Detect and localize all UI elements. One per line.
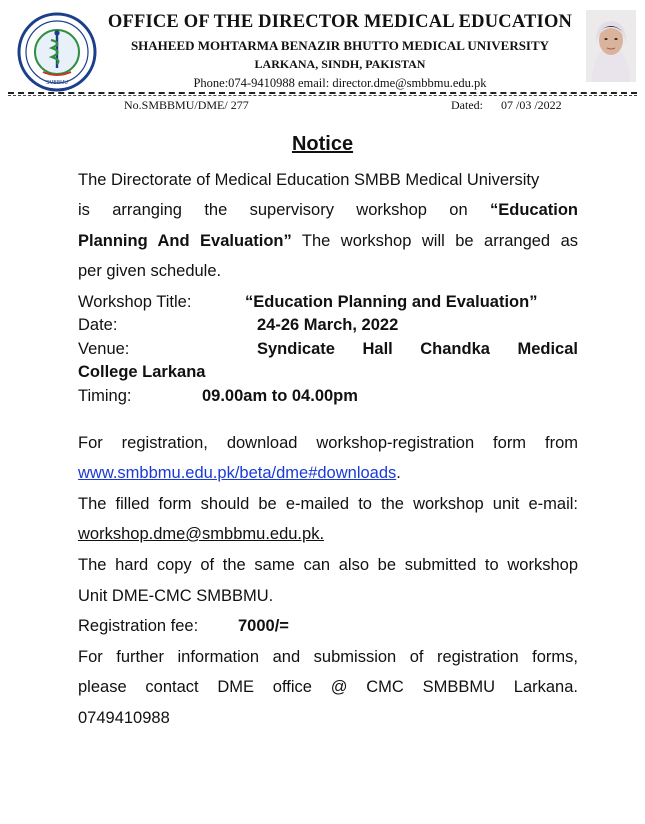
workshop-name-part-2: Planning And Evaluation” (78, 232, 292, 250)
date-detail-label: Date: (78, 316, 118, 334)
notice-title: Notice (291, 133, 354, 155)
office-title: OFFICE OF THE DIRECTOR MEDICAL EDUCATION (107, 12, 573, 32)
registration-fee-value: 7000/= (238, 617, 289, 635)
workshop-email-line (78, 525, 578, 544)
registration-line-4: Unit DME-CMC SMBBMU. (78, 587, 274, 605)
detail-venue (78, 340, 578, 359)
detail-date (78, 316, 578, 335)
registration-line-6: please contact DME office @ CMC SMBBMU Larkana. (78, 678, 578, 696)
download-link-suffix: . (396, 464, 401, 482)
svg-text:SMBBMU: SMBBMU (46, 80, 68, 86)
download-link[interactable]: www.smbbmu.edu.pk/beta/dme#downloads (78, 464, 397, 482)
header-divider-secondary (8, 95, 637, 96)
workshop-email-link[interactable]: workshop.dme@smbbmu.edu.pk. (78, 525, 325, 543)
timing-value: 09.00am to 04.00pm (202, 387, 358, 405)
download-link-line (78, 464, 578, 483)
notice-date (451, 98, 562, 113)
intro-line-2-text: is arranging the supervisory workshop on (78, 201, 468, 219)
detail-timing (78, 387, 578, 406)
contact-phone: 0749410988 (78, 709, 170, 727)
university-seal-logo (17, 12, 97, 92)
registration-line-2: The filled form should be e-mailed to the workshop unit e-mail: (78, 495, 578, 513)
intro-line-4: per given schedule. (78, 262, 222, 280)
timing-label: Timing: (78, 387, 132, 405)
date-value: 07 /03 /2022 (501, 98, 562, 112)
venue-value-line-1: Syndicate Hall Chandka Medical (257, 340, 578, 358)
venue-value-line-2: College Larkana (78, 363, 206, 381)
registration-line-3: The hard copy of the same can also be submitted to workshop (78, 556, 578, 574)
date-detail-value: 24-26 March, 2022 (257, 316, 399, 334)
intro-line-2 (78, 201, 578, 220)
portrait-photo (586, 10, 636, 82)
workshop-name-part-1: “Education (489, 201, 578, 219)
intro-line-3-text: The workshop will be arranged as (301, 232, 578, 250)
intro-line-1: The Directorate of Medical Education SMBB Medical University (78, 171, 540, 189)
contact-line: Phone:074-9410988 email: director.dme@smbbmu.edu.pk (193, 76, 487, 90)
date-label: Dated: (451, 98, 483, 112)
registration-line-1: For registration, download workshop-registration form from (78, 434, 578, 452)
workshop-title-label: Workshop Title: (78, 293, 192, 311)
registration-line-5: For further information and submission of registration forms, (78, 648, 578, 666)
university-name: SHAHEED MOHTARMA BENAZIR BHUTTO MEDICAL UNIVERSITY (130, 38, 550, 53)
venue-label: Venue: (78, 340, 130, 358)
registration-fee-label: Registration fee: (78, 617, 199, 635)
registration-fee-line (78, 617, 578, 636)
reference-number: No.SMBBMU/DME/ 277 (124, 98, 249, 112)
detail-workshop-title (78, 293, 578, 312)
university-location: LARKANA, SINDH, PAKISTAN (254, 57, 426, 71)
intro-line-3 (78, 232, 578, 251)
workshop-title-value: “Education Planning and Evaluation” (245, 293, 538, 311)
